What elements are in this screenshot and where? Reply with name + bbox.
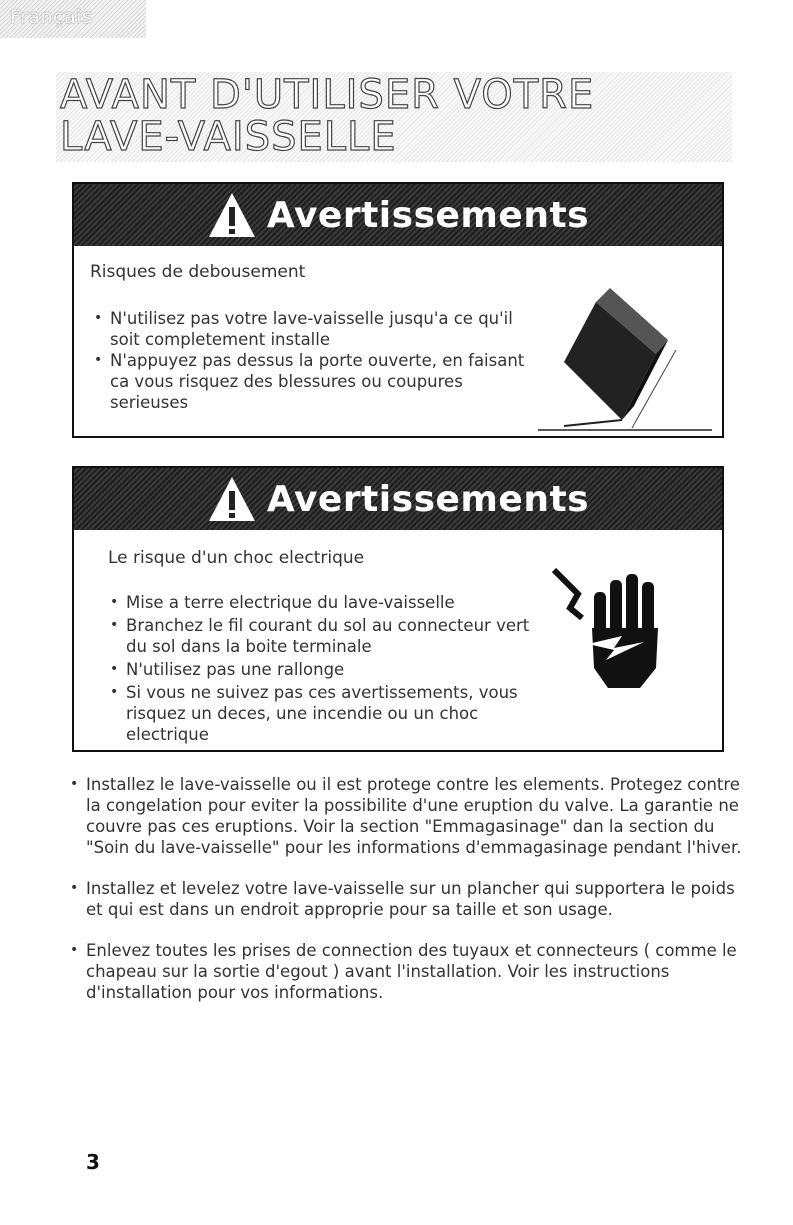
electric-shock-hand-icon <box>548 558 688 698</box>
page-title <box>60 74 594 158</box>
language-tab <box>0 0 146 38</box>
risk-title: Le risque d'un choc electrique <box>108 548 365 568</box>
list-item: • Installez le lave-vaisselle ou il est protege contre les elements. Protegez contre la congelation pour eviter la possibilite d'une eruption du valve. La garantie ne couvre pas ces eruptions. Voir la section "Emmagasinage" dan la section du "Soin du lave-vaisselle" pour les informations d'emmagasinage pendant l'hiver. <box>70 774 750 858</box>
list-item: • Enlevez toutes les prises de connection des tuyaux et connecteurs ( comme le chapeau sur la sortie d'egout ) avant l'installation. Voir les instructions d'installation pour vos informations. <box>70 940 750 1003</box>
risk-title: Risques de debousement <box>90 262 306 282</box>
tipping-dishwasher-icon <box>536 280 716 436</box>
list-item: • N'appuyez pas dessus la porte ouverte, en faisant ca vous risquez des blessures ou coupures serieuses <box>94 350 544 413</box>
list-item: • Si vous ne suivez pas ces avertissements, vous risquez un deces, une incendie ou un choc electrique <box>110 682 530 745</box>
warning-list <box>94 308 544 413</box>
instructions-list <box>70 774 750 1023</box>
warning-title: Avertissements <box>266 194 590 236</box>
list-item: • N'utilisez pas votre lave-vaisselle jusqu'a ce qu'il soit completement installe <box>94 308 544 350</box>
list-item: • N'utilisez pas une rallonge <box>110 659 530 680</box>
warning-header <box>74 468 722 530</box>
page-number: 3 <box>86 1150 100 1174</box>
warning-title: Avertissements <box>266 478 590 520</box>
list-item: • Mise a terre electrique du lave-vaisselle <box>110 592 530 613</box>
warning-list <box>110 592 530 747</box>
list-item: • Installez et levelez votre lave-vaisselle sur un plancher qui supportera le poids et qui est dans un endroit approprie pour sa taille et son usage. <box>70 878 750 920</box>
page-title-line-2: LAVE-VAISSELLE <box>60 114 397 160</box>
warning-box-tipping <box>72 182 724 438</box>
page-title-line-1: AVANT D'UTILISER VOTRE <box>60 72 595 118</box>
list-item: • Branchez le fil courant du sol au connecteur vert du sol dans la boite terminale <box>110 615 530 657</box>
language-label: Français <box>10 6 93 28</box>
warning-box-electric <box>72 466 724 752</box>
warning-triangle-icon <box>207 475 257 523</box>
warning-triangle-icon <box>207 191 257 239</box>
warning-header <box>74 184 722 246</box>
